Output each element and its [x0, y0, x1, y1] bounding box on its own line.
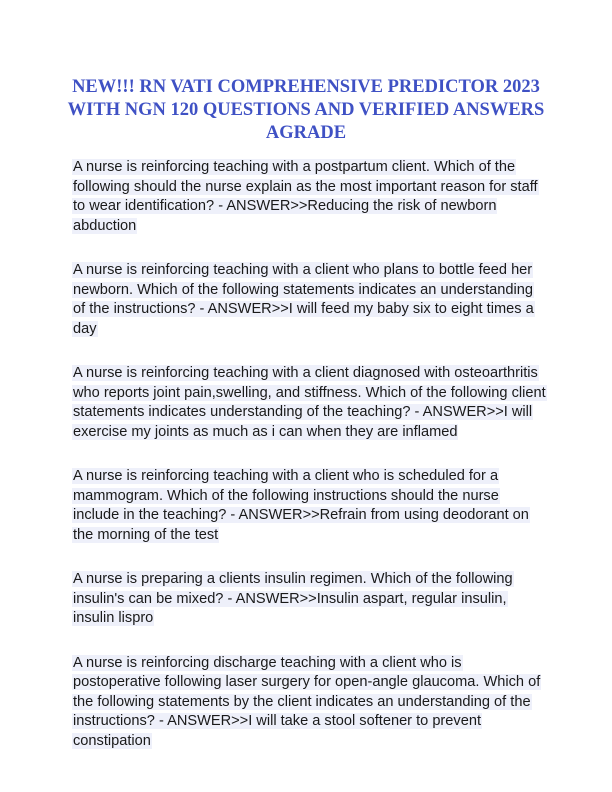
question-item-4: [72, 467, 548, 545]
question-text: A nurse is reinforcing teaching with a client who is scheduled for a mammogram. Which of the following instructions should the nurse include in the teaching? - ANSWER>>Refrain from using deodorant on the morning of the test: [73, 468, 529, 543]
question-text: A nurse is reinforcing discharge teaching with a client who is postoperative following laser surgery for open-angle glaucoma. Which of the following statements by the client indicates an understanding of the instructions? - ANSWER>>I will take a stool softener to prevent constipation: [73, 654, 541, 749]
question-text: A nurse is reinforcing teaching with a postpartum client. Which of the following should the nurse explain as the most important reason for staff to wear identification? - ANSWER>>Reducing the risk of newborn abduction: [73, 159, 538, 234]
question-item-2: [72, 261, 548, 339]
question-text: A nurse is reinforcing teaching with a client diagnosed with osteoarthritis who reports joint pain,swelling, and stiffness. Which of the following client statements indicates understanding of the teaching? - ANSWER>>I will exercise my joints as much as i can when they are inflamed: [73, 365, 546, 440]
question-text: A nurse is preparing a clients insulin regimen. Which of the following insulin's can be mixed? - ANSWER>>Insulin aspart, regular insulin, insulin lispro: [73, 571, 513, 626]
question-item-3: [72, 364, 548, 442]
question-item-6: [72, 654, 548, 752]
question-list: [72, 158, 548, 776]
question-item-5: [72, 570, 548, 629]
question-text: A nurse is reinforcing teaching with a client who plans to bottle feed her newborn. Which of the following statements indicates an understanding of the instructions? - ANSWER>>I will feed my baby six to eight times a day: [73, 262, 534, 337]
document-title: NEW!!! RN VATI COMPREHENSIVE PREDICTOR 2023 WITH NGN 120 QUESTIONS AND VERIFIED ANSWERS AGRADE: [67, 77, 545, 143]
question-item-1: [72, 158, 548, 236]
